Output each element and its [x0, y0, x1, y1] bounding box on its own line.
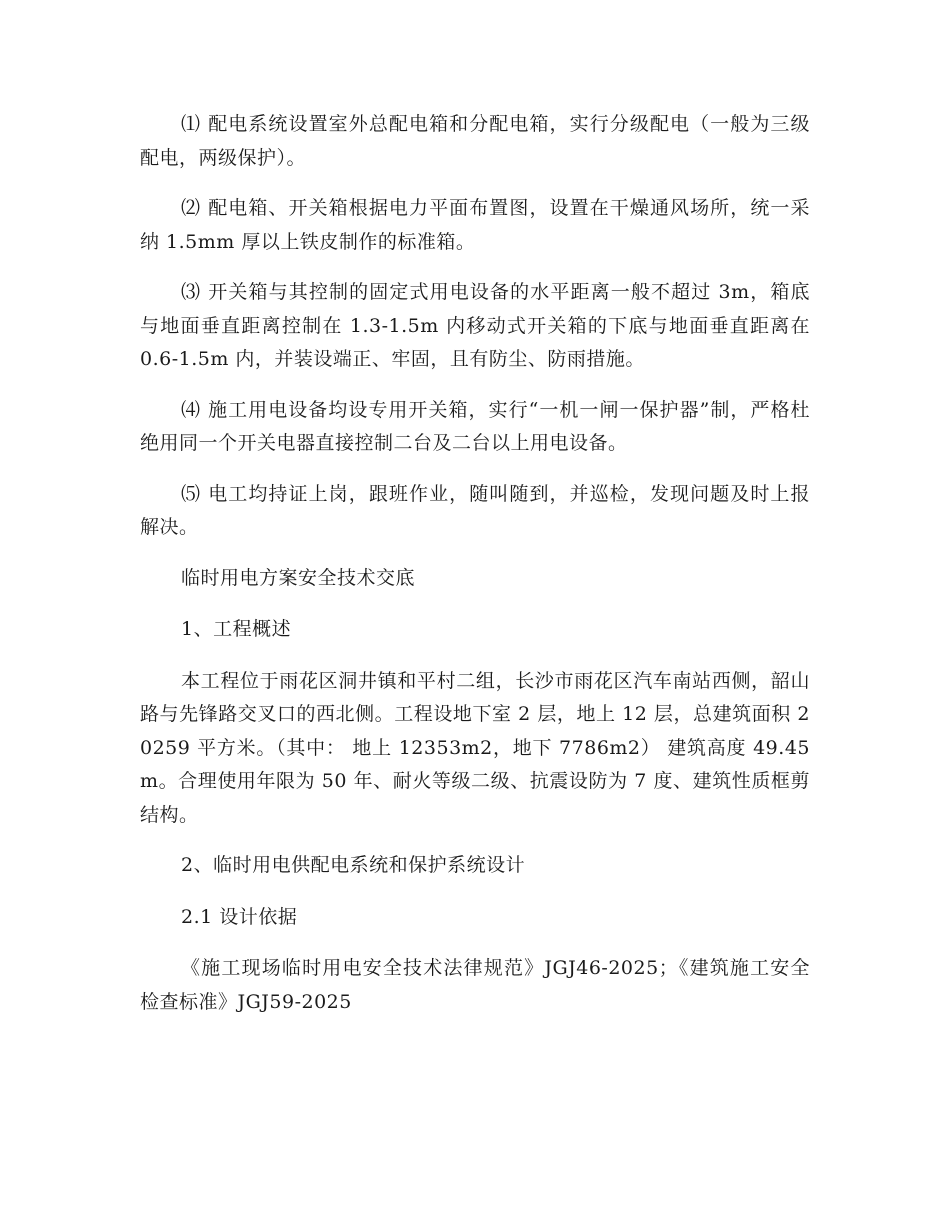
paragraph-one-machine-one-switch: ⑷ 施工用电设备均设专用开关箱，实行“一机一闸一保护器”制，严格杜绝用同一个开关电器直接控制二台及二台以上用电设备。 [140, 398, 810, 454]
paragraph-distribution-system: ⑴ 配电系统设置室外总配电箱和分配电箱，实行分级配电（一般为三级配电，两级保护）。 [140, 113, 810, 169]
section-heading-project-overview: 1、工程概述 [181, 618, 292, 640]
section-heading-design-basis: 2.1 设计依据 [181, 905, 298, 928]
section-heading-power-system-design: 2、临时用电供配电系统和保护系统设计 [181, 854, 526, 876]
paragraph-project-overview: 本工程位于雨花区洞井镇和平村二组，长沙市雨花区汽车南站西侧，韶山路与先锋路交叉口的西北侧。工程设地下室 2 层，地上 12 层，总建筑面积 20259 平方米。（其中： 地上 12353m2，地下 7786m2） 建筑高度 49.45m。合理使用年限为 50 年、耐火等级二级、抗震设防为 7 度、建筑性质框剪结构。 [140, 669, 810, 826]
section-title-safety-briefing: 临时用电方案安全技术交底 [181, 566, 416, 589]
paragraph-distribution-box-placement: ⑵ 配电箱、开关箱根据电力平面布置图，设置在干燥通风场所，统一采纳 1.5mm 厚以上铁皮制作的标准箱。 [140, 197, 810, 253]
paragraph-electrician-duty: ⑸ 电工均持证上岗，跟班作业，随叫随到，并巡检，发现问题及时上报解决。 [140, 482, 810, 538]
paragraph-design-basis-standards: 《施工现场临时用电安全技术法律规范》JGJ46-2025；《建筑施工安全检查标准》JGJ59-2025 [140, 957, 810, 1013]
paragraph-switch-box-distance: ⑶ 开关箱与其控制的固定式用电设备的水平距离一般不超过 3m，箱底与地面垂直距离控制在 1.3-1.5m 内移动式开关箱的下底与地面垂直距离在 0.6-1.5m 内，并装设端正、牢固，且有防尘、防雨措施。 [140, 281, 810, 370]
